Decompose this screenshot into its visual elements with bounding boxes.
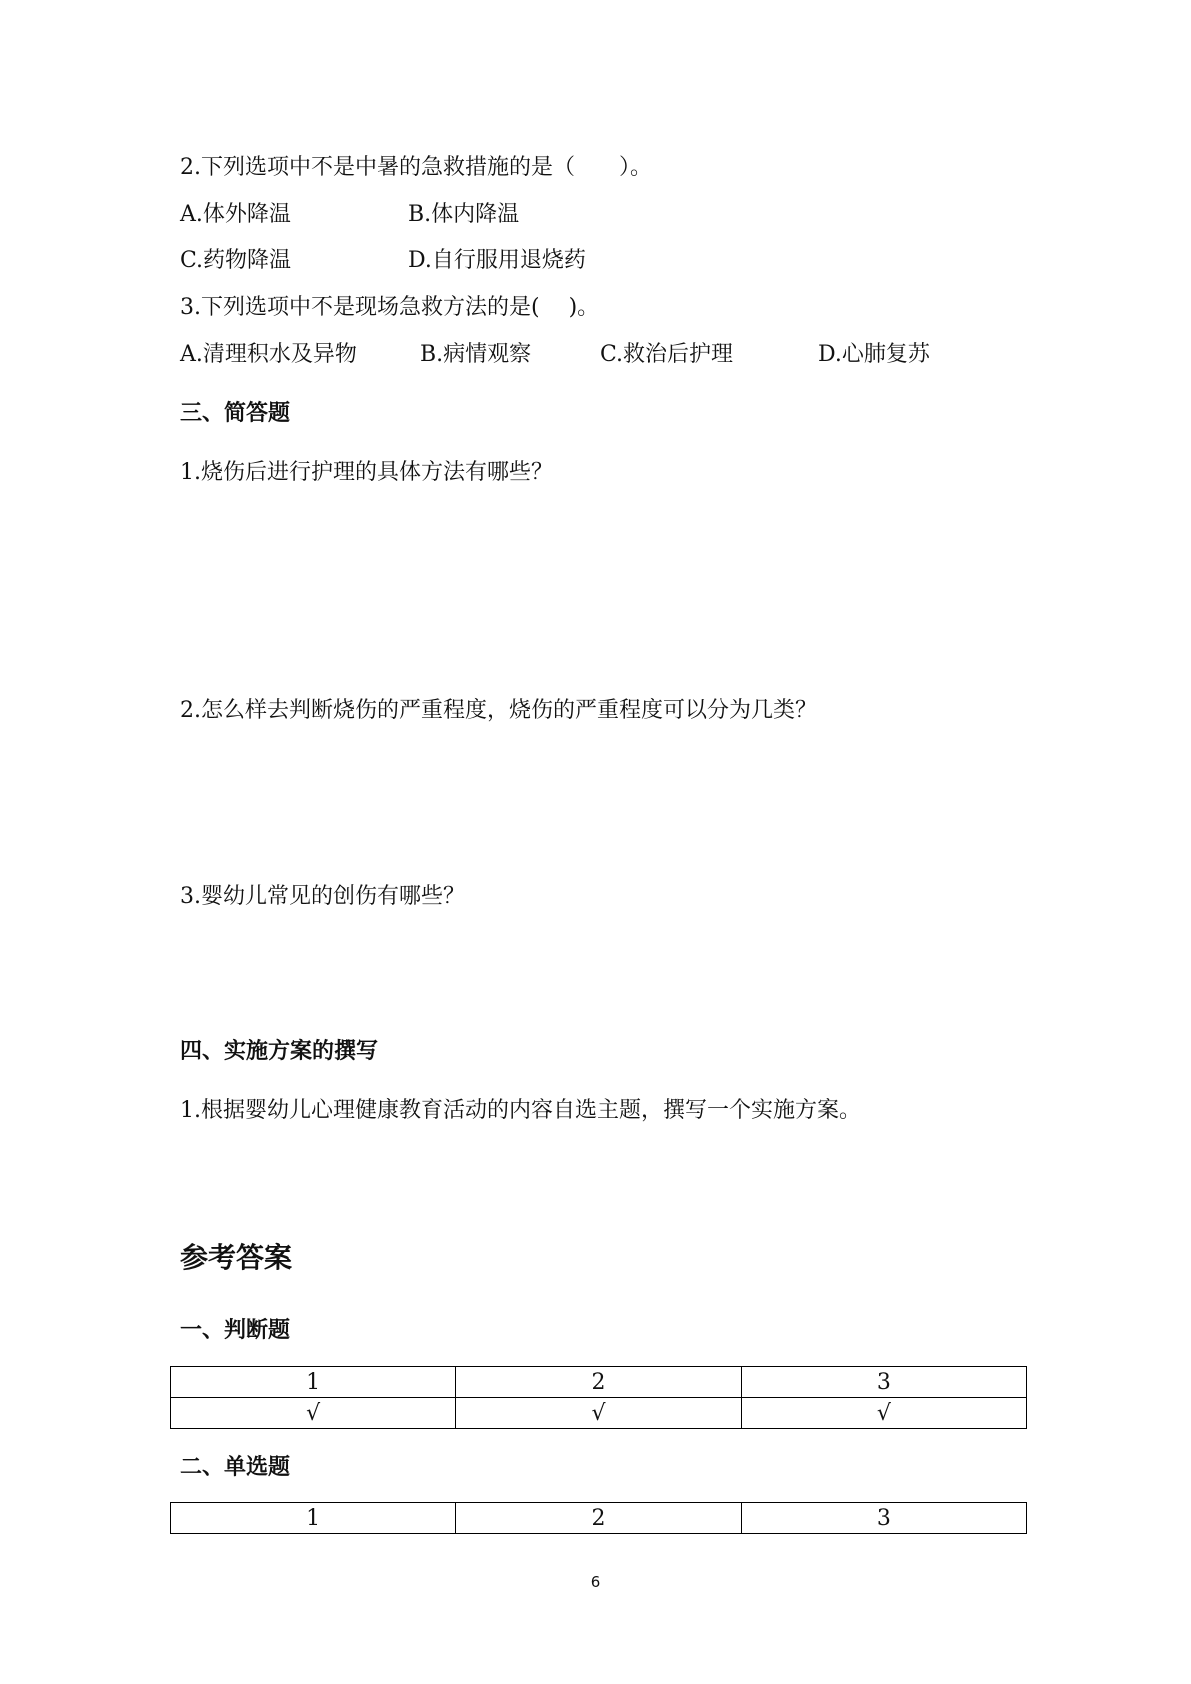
judge-number-2: 2 bbox=[456, 1367, 741, 1398]
judge-number-3: 3 bbox=[741, 1367, 1026, 1398]
question-2-option-b: B.体内降温 bbox=[408, 202, 520, 227]
single-choice-answers-table bbox=[170, 1502, 1027, 1534]
single-number-3: 3 bbox=[741, 1503, 1026, 1534]
judge-answer-2: √ bbox=[456, 1398, 741, 1429]
judge-answer-3: √ bbox=[741, 1398, 1026, 1429]
question-2-option-c: C.药物降温 bbox=[180, 248, 292, 273]
question-2-option-a: A.体外降温 bbox=[180, 202, 291, 227]
question-3-stem: 3.下列选项中不是现场急救方法的是( )。 bbox=[180, 295, 600, 320]
judge-answers-heading: 一、判断题 bbox=[180, 1318, 291, 1343]
short-answer-heading: 三、简答题 bbox=[180, 401, 291, 426]
judge-answer-1: √ bbox=[171, 1398, 456, 1429]
reference-answers-title: 参考答案 bbox=[180, 1241, 293, 1274]
single-number-1: 1 bbox=[171, 1503, 456, 1534]
plan-writing-heading: 四、实施方案的撰写 bbox=[180, 1039, 379, 1064]
table-row bbox=[171, 1398, 1027, 1429]
question-3-option-d: D.心肺复苏 bbox=[818, 342, 930, 367]
short-answer-question-2: 2.怎么样去判断烧伤的严重程度，烧伤的严重程度可以分为几类？ bbox=[180, 698, 817, 723]
single-number-2: 2 bbox=[456, 1503, 741, 1534]
table-row bbox=[171, 1367, 1027, 1398]
short-answer-question-1: 1.烧伤后进行护理的具体方法有哪些？ bbox=[180, 460, 553, 485]
table-row bbox=[171, 1503, 1027, 1534]
page-number: 6 bbox=[590, 1573, 601, 1591]
question-3-option-b: B.病情观察 bbox=[420, 342, 532, 367]
plan-writing-question: 1.根据婴幼儿心理健康教育活动的内容自选主题，撰写一个实施方案。 bbox=[180, 1098, 861, 1123]
short-answer-question-3: 3.婴幼儿常见的创伤有哪些？ bbox=[180, 884, 465, 909]
judge-answers-table bbox=[170, 1366, 1027, 1429]
judge-number-1: 1 bbox=[171, 1367, 456, 1398]
question-2-stem: 2.下列选项中不是中暑的急救措施的是（ ）。 bbox=[180, 155, 652, 180]
single-choice-answers-heading: 二、单选题 bbox=[180, 1455, 291, 1480]
question-3-option-a: A.清理积水及异物 bbox=[180, 342, 357, 367]
question-3-option-c: C.救治后护理 bbox=[600, 342, 734, 367]
question-2-option-d: D.自行服用退烧药 bbox=[408, 248, 586, 273]
